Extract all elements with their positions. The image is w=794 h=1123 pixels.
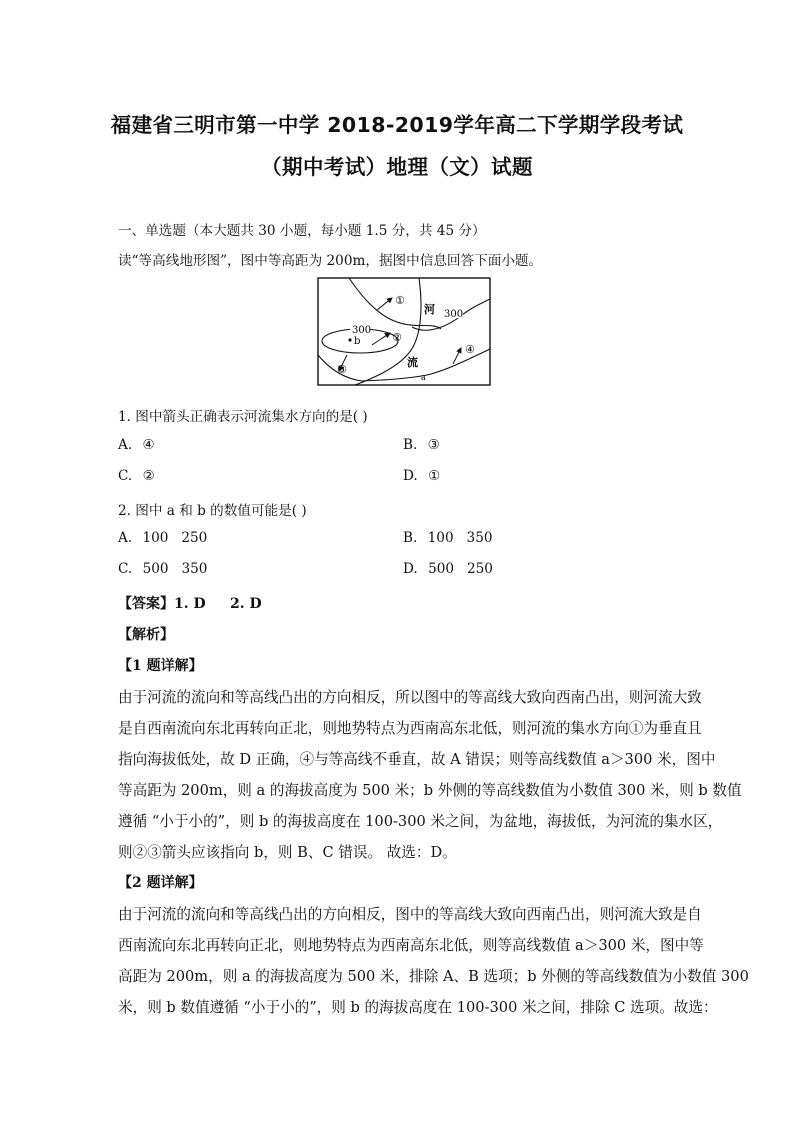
label-300-loop: 300 <box>352 325 372 336</box>
option-text: ③ <box>427 437 440 453</box>
detail-1-line: 由于河流的流向和等高线凸出的方向相反，所以图中的等高线大致向西南凸出，则河流大致 <box>118 689 702 706</box>
label-300-right: 300 <box>444 309 464 320</box>
option-label: A. <box>118 437 133 453</box>
detail-1-line: 指向海拔低处，故 D 正确，④与等高线不垂直，故 A 错误；则等高线数值 a＞300 米，图中 <box>118 751 716 768</box>
detail-2-line: 西南流向东北再转向正北，则地势特点为西南高东北低，则等高线数值 a＞300 米，图中等 <box>118 937 704 954</box>
title-line-2: （期中考试）地理（文）试题 <box>261 155 533 179</box>
label-arrow-3: ③ <box>337 363 347 376</box>
option-text: ④ <box>142 437 155 453</box>
question-2-option-c[interactable] <box>118 561 207 577</box>
option-label: C. <box>118 468 133 484</box>
option-text: ② <box>142 468 155 484</box>
option-label: B. <box>403 530 418 546</box>
option-label: D. <box>403 468 418 484</box>
option-text: ① <box>428 468 441 484</box>
option-text: 100 250 <box>142 530 208 546</box>
analysis-heading: 【解析】 <box>118 627 174 643</box>
question-1-option-d[interactable] <box>403 468 440 484</box>
section-heading: 一、单选题（本大题共 30 小题，每小题 1.5 分，共 45 分） <box>118 223 486 239</box>
question-2-stem: 2. 图中 a 和 b 的数值可能是( ) <box>118 503 307 519</box>
detail-2-heading: 【2 题详解】 <box>118 875 203 891</box>
detail-1-line: 是自西南流向东北再转向正北，则地势特点为西南高东北低，则河流的集水方向①为垂直且 <box>118 720 702 737</box>
option-text: 100 350 <box>427 530 493 546</box>
label-a: a <box>421 373 426 382</box>
question-1-option-a[interactable] <box>118 437 155 453</box>
detail-2-line: 高距为 200m，则 a 的海拔高度为 500 米，排除 A、B 选项；b 外侧的等高线数值为小数值 300 <box>118 968 749 985</box>
label-river-liu: 流 <box>407 356 418 369</box>
label-b: b <box>354 336 361 347</box>
detail-1-heading: 【1 题详解】 <box>118 658 203 674</box>
option-label: A. <box>118 530 133 546</box>
question-2-option-b[interactable] <box>403 530 493 546</box>
option-label: C. <box>118 561 133 577</box>
question-2-option-d[interactable] <box>403 561 493 577</box>
detail-1-line: 等高距为 200m，则 a 的海拔高度为 500 米；b 外侧的等高线数值为小数值 300 米，则 b 数值 <box>118 782 742 799</box>
question-1-stem: 1. 图中箭头正确表示河流集水方向的是( ) <box>118 409 368 425</box>
title-line-1: 福建省三明市第一中学 2018-2019学年高二下学期学段考试 <box>110 113 684 137</box>
label-river-he: 河 <box>424 303 435 316</box>
answer-line: 【答案】1. D 2. D <box>118 596 262 612</box>
contour-map-figure <box>317 277 491 386</box>
option-text: 500 350 <box>142 561 208 577</box>
label-arrow-1: ① <box>395 294 405 307</box>
point-b <box>348 338 351 341</box>
question-1-option-c[interactable] <box>118 468 155 484</box>
detail-2-line: 米，则 b 数值遵循 “小于小的”，则 b 的海拔高度在 100-300 米之间，排除 C 选项。故选： <box>118 999 718 1016</box>
label-arrow-2: ② <box>392 331 402 344</box>
intro-text: 读“等高线地形图”，图中等高距为 200m，据图中信息回答下面小题。 <box>118 253 543 269</box>
option-text: 500 250 <box>428 561 493 577</box>
option-label: B. <box>403 437 418 453</box>
question-2-option-a[interactable] <box>118 530 207 546</box>
detail-1-line: 遵循 “小于小的”，则 b 的海拔高度在 100-300 米之间，为盆地，海拔低，为河流的集水区， <box>118 813 723 830</box>
detail-2-line: 由于河流的流向和等高线凸出的方向相反，图中的等高线大致向西南凸出，则河流大致是自 <box>118 906 702 923</box>
option-label: D. <box>403 561 418 577</box>
question-1-option-b[interactable] <box>403 437 440 453</box>
label-arrow-4: ④ <box>465 343 475 356</box>
detail-1-line: 则②③箭头应该指向 b，则 B、C 错误。 故选：D。 <box>118 844 457 861</box>
